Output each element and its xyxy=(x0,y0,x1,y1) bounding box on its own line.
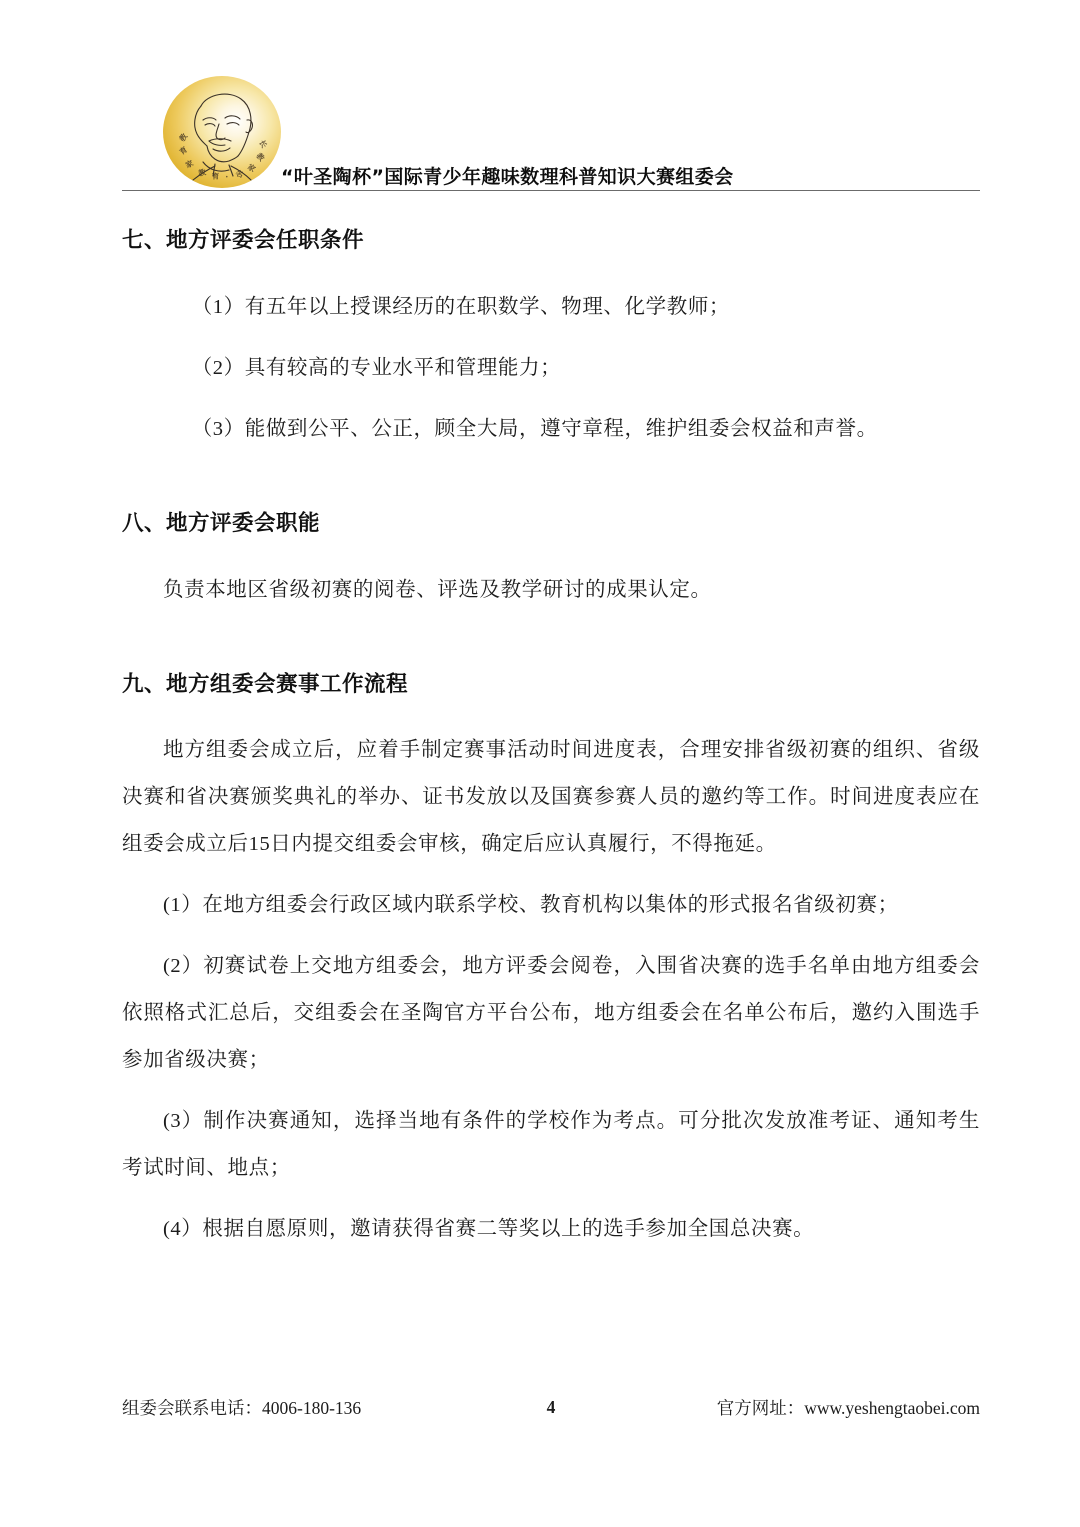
svg-text:育: 育 xyxy=(211,171,220,181)
svg-text:家: 家 xyxy=(184,158,195,170)
section-9-item-2: (2）初赛试卷上交地方组委会，地方评委会阅卷，入围省决赛的选手名单由地方组委会依照格式汇总后，交组委会在圣陶官方平台公布，地方组委会在名单公布后，邀约入围选手参加省级决赛； xyxy=(122,955,980,1072)
svg-text:名: 名 xyxy=(234,168,245,180)
document-body xyxy=(122,228,980,1253)
spacer xyxy=(122,614,980,672)
svg-text:育: 育 xyxy=(177,144,190,157)
footer-website: 官方网址：www.yeshengtaobei.com xyxy=(716,1397,980,1418)
section-heading-7: 七、地方评委会任职条件 xyxy=(122,228,365,253)
spacer xyxy=(122,254,980,284)
section-9-intro: 地方组委会成立后，应着手制定赛事活动时间进度表，合理安排省级初赛的组织、省级决赛和省决赛颁奖典礼的举办、证书发放以及国赛参赛人员的邀约等工作。时间进度表应在组委会成立后15日内提交组委会审核，确定后应认真履行，不得拖延。 xyxy=(122,739,980,856)
section-9-item-4: (4）根据自愿原则，邀请获得省赛二等奖以上的选手参加全国总决赛。 xyxy=(163,1218,815,1241)
page-header xyxy=(0,0,1080,200)
svg-text:·: · xyxy=(224,172,229,182)
footer-page-number: 4 xyxy=(546,1396,556,1417)
section-heading-9: 九、地方组委会赛事工作流程 xyxy=(122,671,409,697)
section-9-item-3: (3）制作决赛通知，选择当地有条件的学校作为考点。可分批次发放准考证、通知考生考试时间、地点； xyxy=(122,1110,980,1180)
spacer xyxy=(122,868,980,882)
section-8-body: 负责本地区省级初赛的阅卷、评选及教学研讨的成果认定。 xyxy=(163,578,712,601)
spacer xyxy=(122,453,980,511)
spacer xyxy=(122,331,980,345)
section-9-item-1: (1）在地方组委会行政区域内联系学校、教育机构以集体的形式报名省级初赛； xyxy=(163,894,899,917)
spacer xyxy=(122,1084,980,1098)
svg-text:家: 家 xyxy=(245,162,258,174)
section-heading-8: 八、地方评委会职能 xyxy=(122,510,321,536)
header-divider xyxy=(122,190,980,191)
svg-text:教: 教 xyxy=(177,131,190,144)
footer-contact-phone: 组委会联系电话：4006-180-136 xyxy=(122,1397,362,1418)
svg-text:教: 教 xyxy=(197,167,207,178)
section-7-item-3: （3）能做到公平、公正，顾全大局，遵守章程，维护组委会权益和声誉。 xyxy=(191,417,878,440)
page-footer xyxy=(122,1392,980,1422)
section-7-item-1: （1）有五年以上授课经历的在职数学、物理、化学教师； xyxy=(191,295,731,318)
header-organization-title: “叶圣陶杯”国际青少年趣味数理科普知识大赛组委会 xyxy=(281,166,734,188)
spacer xyxy=(122,392,980,406)
ye-shengtao-logo-icon xyxy=(163,76,281,188)
svg-text:长: 长 xyxy=(257,138,269,150)
spacer xyxy=(122,537,980,567)
spacer xyxy=(122,1192,980,1206)
spacer xyxy=(122,929,980,943)
section-7-item-2: （2）具有较高的专业水平和管理能力； xyxy=(191,356,562,379)
svg-text:教: 教 xyxy=(254,151,267,163)
spacer xyxy=(122,697,980,727)
